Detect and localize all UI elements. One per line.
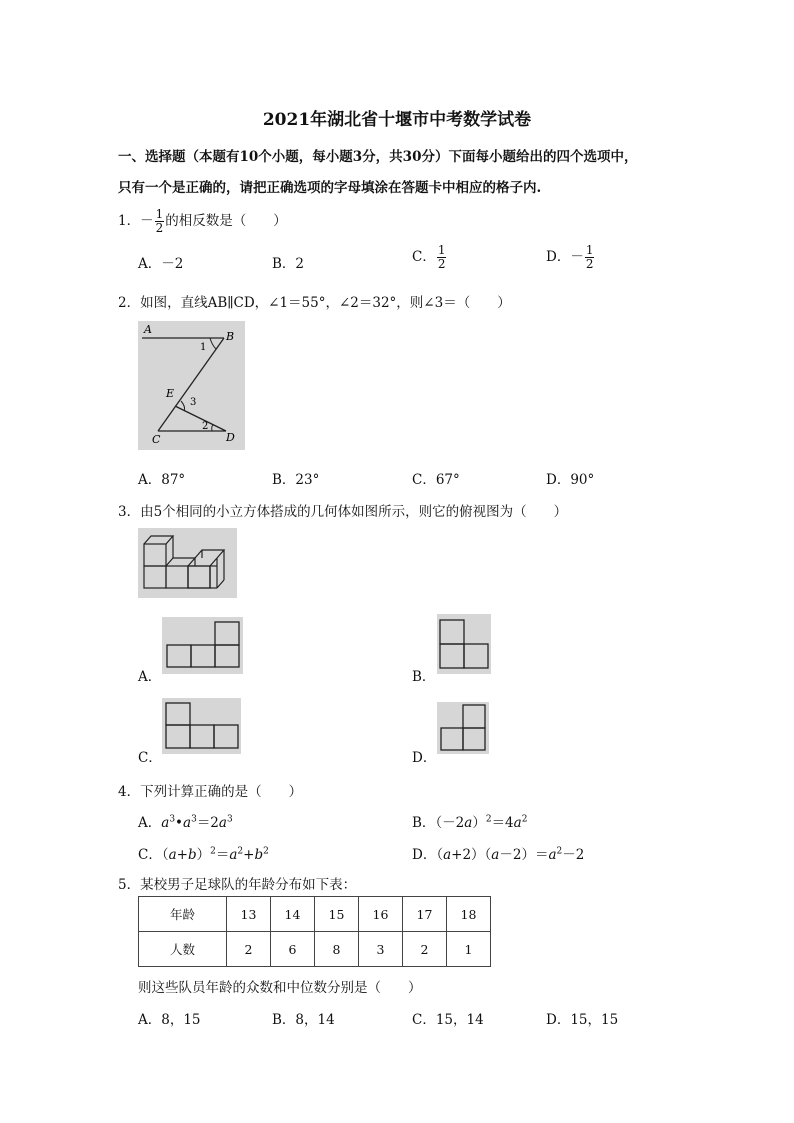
q2-label-b: B (226, 330, 235, 343)
question-2-stem: 2．如图，直线AB∥CD，∠1＝55°，∠2＝32°，则∠3＝（ ） (118, 295, 511, 311)
q2-label-a: A (144, 323, 152, 336)
q1-c-num: 1 (437, 243, 446, 257)
q4b-var2: a (513, 815, 522, 831)
q3-option-b-drawing (437, 614, 491, 674)
q1-tail: 的相反数是（ ） (165, 213, 287, 229)
q3-option-c-label[interactable]: C． (138, 750, 162, 766)
q5-option-b[interactable]: B．8，14 (272, 1012, 335, 1028)
table-cell: 14 (271, 897, 315, 932)
q4d-exp1: 2 (556, 846, 563, 857)
q5-option-c[interactable]: C．15，14 (412, 1012, 484, 1028)
q5-option-d[interactable]: D．15，15 (546, 1012, 619, 1028)
q1-option-c[interactable] (412, 244, 447, 271)
q2-label-c: C (152, 433, 161, 446)
q4b-exp1: 2 (485, 814, 492, 825)
q3-solid-figure (138, 528, 237, 598)
q4-option-d[interactable] (412, 843, 584, 863)
q1-sign: － (140, 213, 154, 229)
table-cell: 3 (359, 932, 403, 967)
q1-option-d[interactable] (546, 244, 595, 271)
q4a-dot: • (175, 815, 184, 831)
q4-option-b[interactable] (412, 811, 527, 831)
table-cell: 1 (447, 932, 491, 967)
q5-option-a[interactable]: A．8，15 (138, 1012, 201, 1028)
table-row-counts (139, 932, 491, 967)
table-head-count: 人数 (139, 932, 227, 967)
table-head-age: 年龄 (139, 897, 227, 932)
q1-number: 1． (118, 213, 141, 229)
q4a-var1: a (161, 815, 170, 831)
q4a-eq: ＝2 (196, 815, 219, 831)
q4a-var3: a (218, 815, 227, 831)
table-cell: 16 (359, 897, 403, 932)
q3-option-d-drawing (437, 702, 489, 754)
q4d-mid2: －2）＝ (499, 847, 549, 863)
q3-option-b-figure[interactable] (437, 614, 491, 674)
q3-option-a-figure[interactable] (162, 617, 243, 674)
q2-angle-1: 1 (200, 342, 207, 353)
q4c-var4: b (254, 847, 264, 863)
section-heading-line1: 一、选择题（本题有10个小题，每小题3分，共30分）下面每小题给出的四个选项中， (118, 149, 638, 165)
q3-option-d-label[interactable]: D． (412, 750, 437, 766)
q1-option-a[interactable]: A．－2 (138, 256, 184, 272)
q4a-exp1: 3 (169, 814, 176, 825)
q2-figure (138, 321, 245, 450)
q1-option-d-fraction (585, 244, 595, 271)
q1-option-d-label: D．－ (546, 249, 584, 265)
q4c-plus: + (176, 847, 188, 863)
q4b-exp2: 2 (521, 814, 528, 825)
q2-angle-3: 3 (190, 397, 197, 408)
table-cell: 6 (271, 932, 315, 967)
q4c-exp3: 2 (263, 846, 269, 857)
section-heading-line2: 只有一个是正确的，请把正确选项的字母填涂在答题卡中相应的格子内. (118, 180, 542, 196)
q4c-var2: b (187, 847, 197, 863)
q4a-exp3: 3 (226, 814, 233, 825)
table-cell: 17 (403, 897, 447, 932)
page-title: 2021年湖北省十堰市中考数学试卷 (262, 110, 532, 130)
q1-frac-num: 1 (155, 207, 164, 221)
q2-option-b[interactable]: B．23° (272, 472, 320, 488)
q3-option-a-drawing (162, 617, 243, 674)
q4b-var1: a (464, 815, 473, 831)
q2-option-d[interactable]: D．90° (546, 472, 595, 488)
q4c-prefix: C．（ (138, 847, 169, 863)
q3-cubes-drawing (138, 528, 237, 598)
table-row-ages (139, 897, 491, 932)
question-4-stem: 4．下列计算正确的是（ ） (118, 784, 303, 800)
q2-parallel-lines-diagram (138, 321, 245, 450)
q1-frac-den: 2 (155, 221, 164, 235)
q4b-eq: ＝4 (491, 815, 514, 831)
q1-c-den: 2 (437, 257, 446, 271)
table-cell: 2 (403, 932, 447, 967)
q4c-eq: ＝ (215, 847, 230, 863)
table-cell: 15 (315, 897, 359, 932)
q4c-exp1: 2 (210, 846, 216, 857)
q4b-prefix: B．（－2 (412, 815, 465, 831)
q4d-mid: +2）（ (451, 847, 492, 863)
q4a-var2: a (183, 815, 192, 831)
q2-angle-2: 2 (202, 421, 209, 432)
q1-option-c-fraction (437, 244, 447, 271)
q2-option-c[interactable]: C．67° (412, 472, 460, 488)
q4c-paren: ） (196, 847, 211, 863)
question-3-stem: 3．由5个相同的小立方体搭成的几何体如图所示，则它的俯视图为（ ） (118, 504, 568, 520)
q4a-prefix: A． (138, 815, 162, 831)
q2-label-e: E (166, 387, 175, 400)
q3-option-d-figure[interactable] (437, 702, 489, 754)
q4d-prefix: D．（ (412, 847, 444, 863)
q4d-var2: a (491, 847, 500, 863)
q2-label-d: D (226, 431, 235, 444)
table-cell: 8 (315, 932, 359, 967)
q1-d-den: 2 (585, 257, 594, 271)
q2-option-a[interactable]: A．87° (138, 472, 186, 488)
q4-option-a[interactable] (138, 811, 233, 831)
age-distribution-table (138, 896, 491, 967)
q3-option-b-label[interactable]: B． (412, 669, 436, 685)
q5-question: 则这些队员年龄的众数和中位数分别是（ ） (138, 980, 422, 996)
q3-option-c-figure[interactable] (162, 698, 241, 754)
table-cell: 13 (227, 897, 271, 932)
q4b-paren: ） (472, 815, 486, 831)
table-cell: 2 (227, 932, 271, 967)
q4d-var3: a (548, 847, 557, 863)
q4c-var1: a (168, 847, 177, 863)
q4a-exp2: 3 (191, 814, 197, 825)
q3-option-a-label[interactable]: A． (138, 669, 162, 685)
question-5-stem: 5．某校男子足球队的年龄分布如下表： (118, 877, 357, 893)
q4d-var1: a (443, 847, 452, 863)
table-cell: 18 (447, 897, 491, 932)
q4c-var3: a (229, 847, 238, 863)
q1-d-num: 1 (585, 243, 594, 257)
q1-option-c-label: C． (412, 249, 436, 265)
q4c-plus2: + (243, 847, 255, 863)
q1-option-b[interactable]: B．2 (272, 256, 305, 272)
q1-fraction (155, 208, 165, 235)
q4-option-c[interactable] (138, 843, 269, 863)
q4c-exp2: 2 (237, 846, 244, 857)
q3-option-c-drawing (162, 698, 241, 754)
q4d-tail: －2 (562, 847, 585, 863)
question-1-stem (118, 208, 287, 235)
